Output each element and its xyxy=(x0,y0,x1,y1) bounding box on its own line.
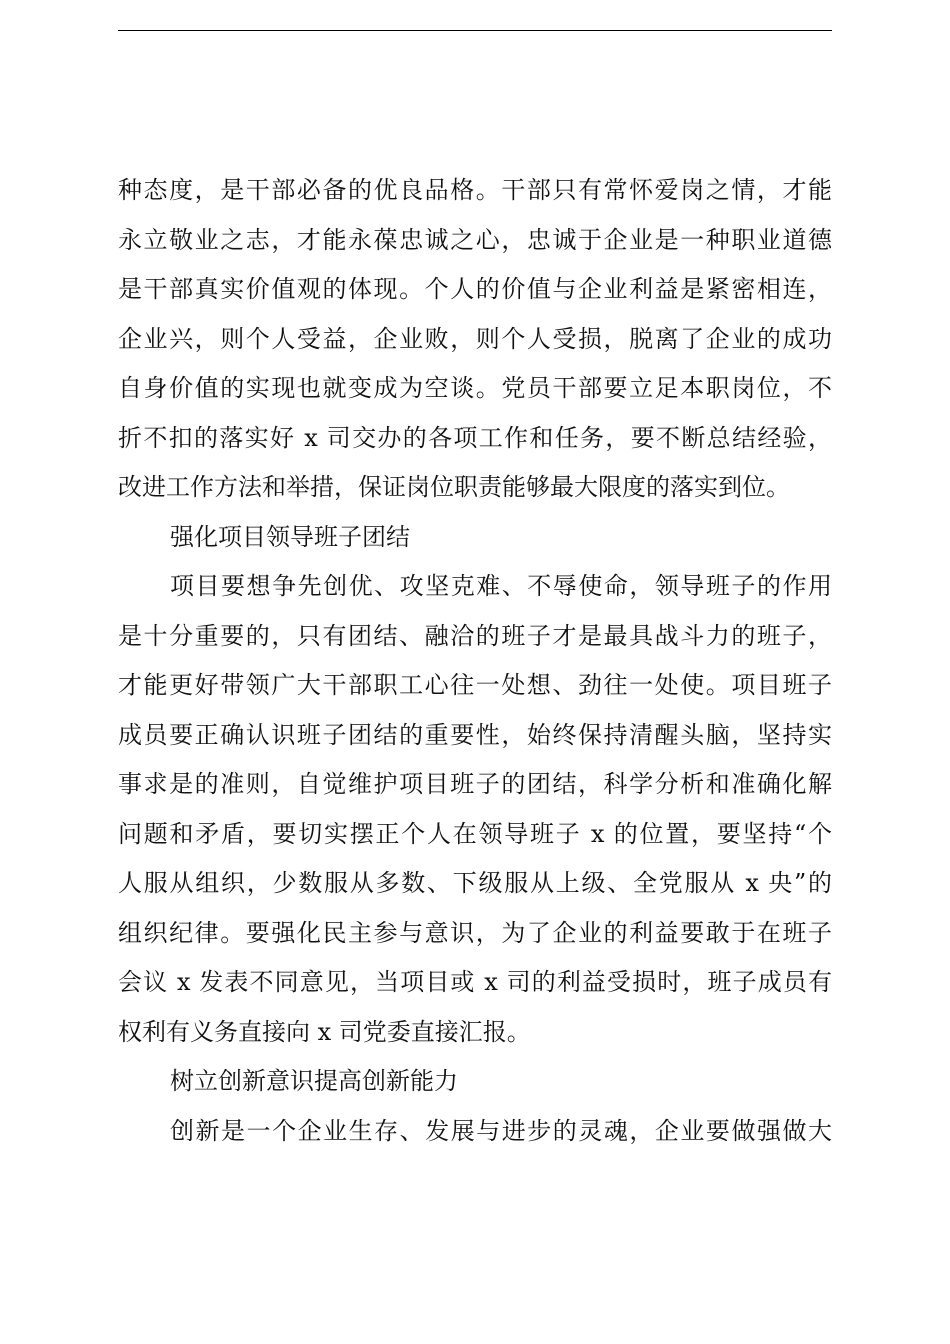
text-line: 是干部真实价值观的体现。个人的价值与企业利益是紧密相连， xyxy=(118,275,832,303)
section-heading: 树立创新意识提高创新能力 xyxy=(170,1067,458,1095)
text-line: 创新是一个企业生存、发展与进步的灵魂，企业要做强做大 xyxy=(170,1116,832,1145)
text-line: 自身价值的实现也就变成为空谈。党员干部要立足本职岗位，不 xyxy=(118,374,832,402)
paragraph-2 xyxy=(118,562,832,1057)
text-line: 事求是的准则，自觉维护项目班子的团结，科学分析和准确化解 xyxy=(118,770,832,798)
section-heading: 强化项目领导班子团结 xyxy=(170,522,410,551)
header-rule xyxy=(118,30,832,31)
text-line: 才能更好带领广大干部职工心往一处想、劲往一处使。项目班子 xyxy=(118,671,832,699)
text-line: 项目要想争先创优、攻坚克难、不辱使命，领导班子的作用 xyxy=(170,572,832,600)
text-line: 种态度，是干部必备的优良品格。干部只有常怀爱岗之情，才能 xyxy=(118,176,832,204)
document-body xyxy=(118,166,832,1156)
text-line: 折不扣的落实好 x 司交办的各项工作和任务，要不断总结经验， xyxy=(118,423,832,452)
paragraph-3 xyxy=(118,1107,832,1157)
text-line: 永立敬业之志，才能永葆忠诚之心，忠诚于企业是一种职业道德 xyxy=(118,225,832,254)
text-line: 是十分重要的，只有团结、融洽的班子才是最具战斗力的班子， xyxy=(118,621,832,650)
text-line: 问题和矛盾，要切实摆正个人在领导班子 x 的位置，要坚持“个 xyxy=(118,819,832,848)
text-line: 改进工作方法和举措，保证岗位职责能够最大限度的落实到位。 xyxy=(118,473,790,501)
paragraph-1 xyxy=(118,166,832,513)
text-line: 人服从组织，少数服从多数、下级服从上级、全党服从 x 央”的 xyxy=(118,869,832,897)
text-line: 成员要正确认识班子团结的重要性，始终保持清醒头脑，坚持实 xyxy=(118,720,832,749)
text-line: 会议 x 发表不同意见，当项目或 x 司的利益受损时，班子成员有 xyxy=(118,968,832,996)
text-line: 企业兴，则个人受益，企业败，则个人受损，脱离了企业的成功 xyxy=(118,324,832,353)
text-line: 权利有义务直接向 x 司党委直接汇报。 xyxy=(118,1017,531,1046)
text-line: 组织纪律。要强化民主参与意识，为了企业的利益要敢于在班子 xyxy=(118,918,832,947)
